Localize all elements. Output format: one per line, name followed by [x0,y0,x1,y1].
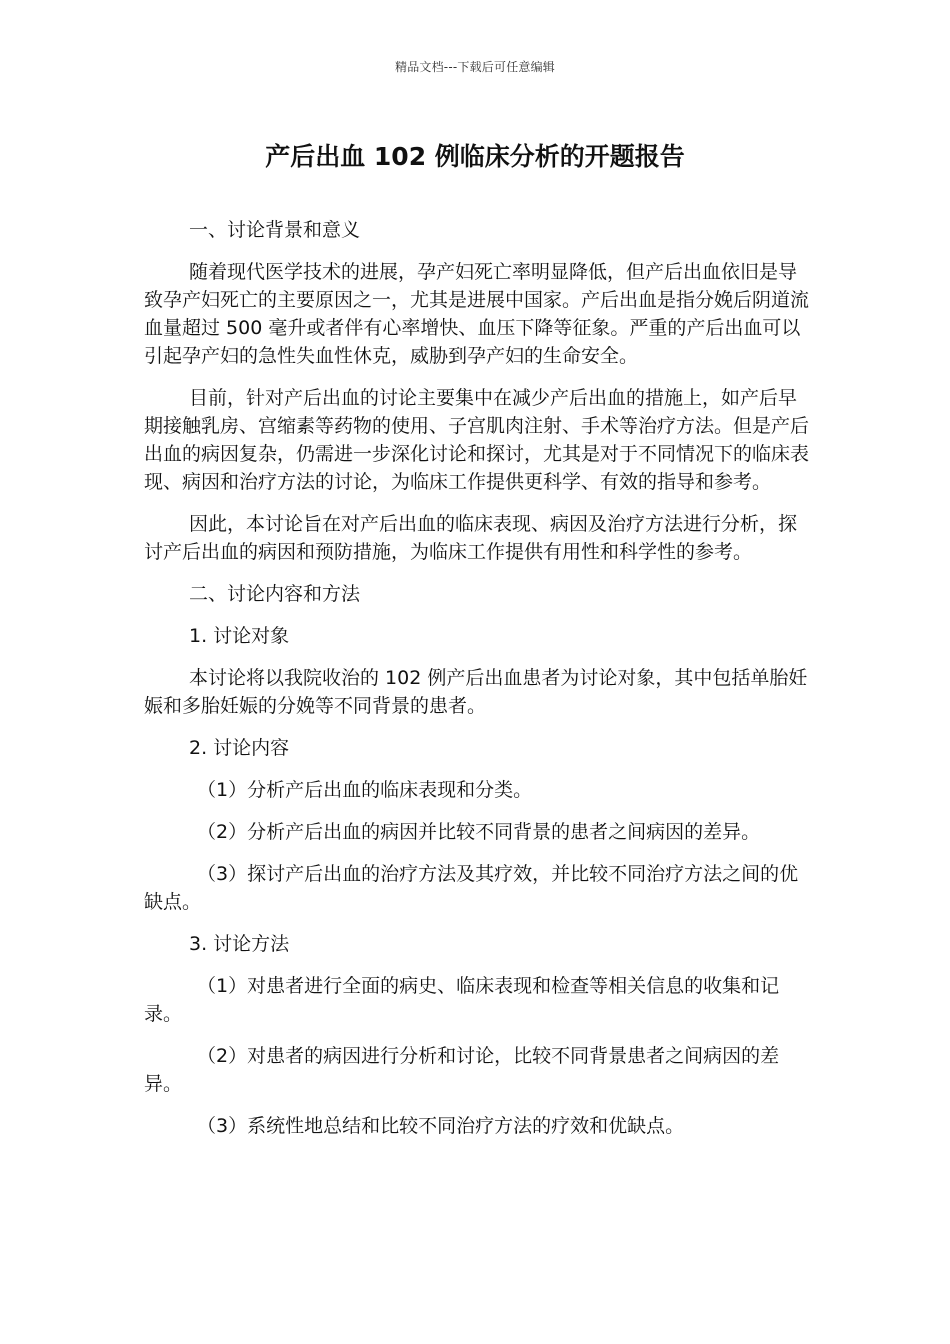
paragraph-background-1: 随着现代医学技术的进展，孕产妇死亡率明显降低，但产后出血依旧是导致孕产妇死亡的主要原因之一，尤其是进展中国家。产后出血是指分娩后阴道流血量超过 500 毫升或者伴有心率增快、血压下降等征象。严重的产后出血可以引起孕产妇的急性失血性休克，威胁到孕产妇的生命安全。 [144,261,810,367]
list-item-methods-1: （1）对患者进行全面的病史、临床表现和检查等相关信息的收集和记录。 [144,975,780,1025]
paragraph-background-2: 目前，针对产后出血的讨论主要集中在减少产后出血的措施上，如产后早期接触乳房、宫缩素等药物的使用、子宫肌肉注射、手术等治疗方法。但是产后出血的病因复杂，仍需进一步深化讨论和探讨，尤其是对于不同情况下的临床表现、病因和治疗方法的讨论，为临床工作提供更科学、有效的指导和参考。 [144,387,810,493]
list-item-content-2: （2）分析产后出血的病因并比较不同背景的患者之间病因的差异。 [197,821,761,843]
list-item-content-3: （3）探讨产后出血的治疗方法及其疗效，并比较不同治疗方法之间的优缺点。 [144,863,799,913]
section-heading-background: 一、讨论背景和意义 [189,219,361,241]
subsection-heading-content: 2. 讨论内容 [189,737,290,759]
document-body [144,216,810,1154]
section-heading-content-methods: 二、讨论内容和方法 [189,583,361,605]
list-item-methods-3: （3）系统性地总结和比较不同治疗方法的疗效和优缺点。 [197,1115,685,1137]
document-title: 产后出血 102 例临床分析的开题报告 [265,142,685,171]
list-item-methods-2: （2）对患者的病因进行分析和讨论，比较不同背景患者之间病因的差异。 [144,1045,780,1095]
subsection-heading-methods: 3. 讨论方法 [189,933,290,955]
list-item-content-1: （1）分析产后出血的临床表现和分类。 [197,779,533,801]
paragraph-subjects: 本讨论将以我院收治的 102 例产后出血患者为讨论对象，其中包括单胎妊娠和多胎妊娠的分娩等不同背景的患者。 [144,667,808,717]
subsection-heading-subjects: 1. 讨论对象 [189,625,290,647]
paragraph-background-3: 因此，本讨论旨在对产后出血的临床表现、病因及治疗方法进行分析，探讨产后出血的病因和预防措施，为临床工作提供有用性和科学性的参考。 [144,513,798,563]
page-header-note: 精品文档---下载后可任意编辑 [395,60,555,74]
